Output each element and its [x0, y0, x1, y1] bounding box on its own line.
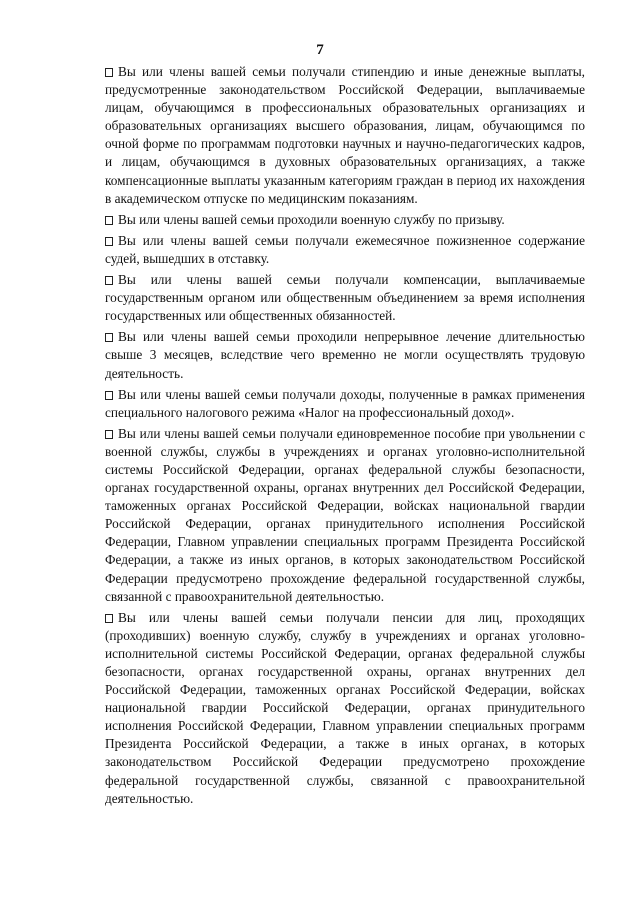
checklist-item-service-pension — [105, 609, 585, 808]
checkbox[interactable] — [105, 68, 113, 77]
item-text: Вы или члены вашей семьи получали пенсии для лиц, проходящих (проходивших) военную службу, службу в учреждениях и органах уголовно-исполнительной системы Российской Федерации, органах федеральной службы безопасности, органах государственной охраны, органах внутренних дел Российской Федерации, таможенных органах Российской Федерации, войсках национальной гвардии Российской Федерации, органах принудительного исполнения Российской Федерации, Главном управлении специальных программ Президента Российской Федерации, а также в иных органах, в которых законодательством Российской Федерации предусмотрено прохождение федеральной государственной службы, связанной с правоохранительной деятельностью. — [105, 609, 585, 806]
checkbox[interactable] — [105, 430, 113, 439]
item-text: Вы или члены вашей семьи получали стипендию и иные денежные выплаты, предусмотренные законодательством Российской Федерации, выплачиваемые лицам, обучающимся в профессиональных образовательных организациях и образовательных организациях высшего образования, лицам, обучающимся по очной форме по программам подготовки научных и научно-педагогических кадров, и лицам, обучающимся в духовных образовательных организациях, а также компенсационные выплаты указанным категориям граждан в период их нахождения в академическом отпуске по медицинским показаниям. — [105, 64, 585, 206]
item-text: Вы или члены вашей семьи получали ежемесячное пожизненное содержание судей, вышедших в отставку. — [105, 232, 585, 266]
checkbox[interactable] — [105, 391, 113, 400]
page-number: 7 — [316, 42, 324, 58]
checklist-item-compensations — [105, 271, 585, 325]
item-text: Вы или члены вашей семьи получали единовременное пособие при увольнении с военной службы, службы в учреждениях и органах уголовно-исполнительной системы Российской Федерации, органах федеральной службы безопасности, органах государственной охраны, органах внутренних дел Российской Федерации, таможенных органах Российской Федерации, войсках национальной гвардии Российской Федерации, органах принудительного исполнения Российской Федерации, Главном управлении специальных программ Президента Российской Федерации, а также из иных органов, в которых законодательством Российской Федерации предусмотрено прохождение федеральной государственной службы, связанной с правоохранительной деятельностью. — [105, 425, 585, 604]
checkbox[interactable] — [105, 614, 113, 623]
item-text: Вы или члены вашей семьи проходили непрерывное лечение длительностью свыше 3 месяцев, вследствие чего временно не могли осуществлять трудовую деятельность. — [105, 329, 585, 381]
checklist-item-scholarship — [105, 63, 585, 208]
checkbox[interactable] — [105, 216, 113, 225]
item-text: Вы или члены вашей семьи получали доходы, полученные в рамках применения специального налогового режима «Налог на профессиональный доход». — [105, 386, 585, 420]
checkbox[interactable] — [105, 333, 113, 342]
checkbox[interactable] — [105, 276, 113, 285]
checklist-item-retired-judges — [105, 232, 585, 268]
checklist-item-self-employed-tax — [105, 386, 585, 422]
checkbox[interactable] — [105, 237, 113, 246]
checklist-item-dismissal-allowance — [105, 425, 585, 606]
checklist-item-military-conscription — [105, 211, 585, 229]
checklist-item-medical-treatment — [105, 328, 585, 382]
item-text: Вы или члены вашей семьи получали компенсации, выплачиваемые государственным органом или общественным объединением за время исполнения государственных или общественных обязанностей. — [105, 272, 585, 324]
document-body — [105, 63, 585, 811]
item-text: Вы или члены вашей семьи проходили военную службу по призыву. — [118, 211, 505, 227]
